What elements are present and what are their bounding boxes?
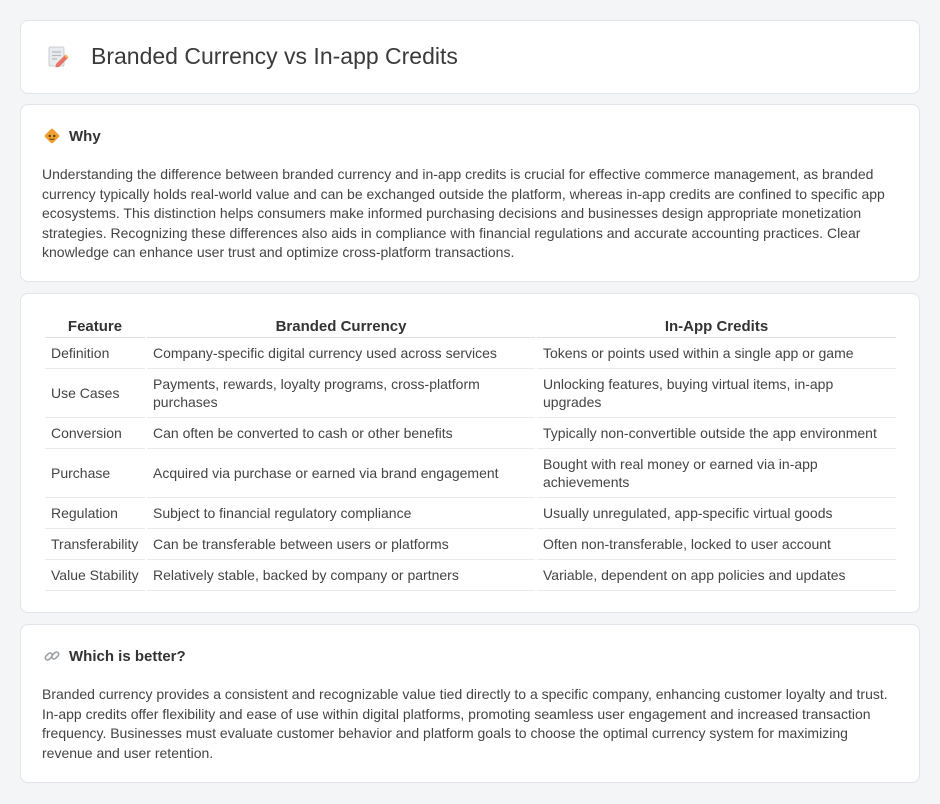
- better-heading: Which is better?: [69, 647, 186, 665]
- which-is-better-card: [20, 624, 920, 783]
- feature-cell: Regulation: [45, 498, 145, 529]
- comparison-table-card: [20, 293, 920, 613]
- branded-currency-cell: Relatively stable, backed by company or partners: [147, 560, 535, 591]
- in-app-credits-cell: Often non-transferable, locked to user account: [537, 529, 896, 560]
- why-card: [20, 104, 920, 282]
- in-app-credits-cell: Variable, dependent on app policies and updates: [537, 560, 896, 591]
- link-icon: [43, 647, 61, 665]
- table-row: [45, 338, 896, 369]
- table-row: [45, 369, 896, 418]
- better-heading-row: [43, 647, 186, 665]
- why-heading-row: [43, 127, 101, 145]
- title-card: [20, 20, 920, 94]
- why-paragraph: Understanding the difference between branded currency and in-app credits is crucial for effective commerce management, as branded currency typically holds real-world value and can be exchanged outside the platform, whereas in-app credits are confined to specific app ecosystems. This distinction helps consumers make informed purchasing decisions and businesses design appropriate monetization strategies. Recognizing these differences also aids in compliance with financial regulations and accurate accounting practices. Clear knowledge can enhance user trust and optimize cross-platform transactions.: [42, 166, 885, 261]
- in-app-credits-cell: Usually unregulated, app-specific virtual goods: [537, 498, 896, 529]
- feature-cell: Definition: [45, 338, 145, 369]
- in-app-credits-cell: Bought with real money or earned via in-app achievements: [537, 449, 896, 498]
- branded-currency-cell: Can often be converted to cash or other benefits: [147, 418, 535, 449]
- title-row: [45, 43, 458, 70]
- table-row: [45, 449, 896, 498]
- column-header-branded-currency: Branded Currency: [147, 316, 535, 338]
- table-row: [45, 560, 896, 591]
- better-paragraph: Branded currency provides a consistent and recognizable value tied directly to a specific company, enhancing customer loyalty and trust. In-app credits offer flexibility and ease of use within digital platforms, promoting seamless user engagement and increased transaction frequency. Businesses must evaluate customer behavior and platform goals to choose the optimal currency system for maximizing revenue and user retention.: [42, 686, 888, 761]
- feature-cell: Value Stability: [45, 560, 145, 591]
- in-app-credits-cell: Typically non-convertible outside the app environment: [537, 418, 896, 449]
- feature-cell: Transferability: [45, 529, 145, 560]
- why-heading: Why: [69, 127, 101, 145]
- document-edit-icon: [45, 44, 71, 70]
- in-app-credits-cell: Tokens or points used within a single app or game: [537, 338, 896, 369]
- feature-cell: Conversion: [45, 418, 145, 449]
- feature-cell: Purchase: [45, 449, 145, 498]
- branded-currency-cell: Company-specific digital currency used across services: [147, 338, 535, 369]
- branded-currency-cell: Payments, rewards, loyalty programs, cross-platform purchases: [147, 369, 535, 418]
- branded-currency-cell: Subject to financial regulatory compliance: [147, 498, 535, 529]
- column-header-in-app-credits: In-App Credits: [537, 316, 896, 338]
- branded-currency-cell: Can be transferable between users or platforms: [147, 529, 535, 560]
- table-header-row: [45, 316, 896, 338]
- comparison-table: [43, 316, 898, 591]
- feature-cell: Use Cases: [45, 369, 145, 418]
- in-app-credits-cell: Unlocking features, buying virtual items, in-app upgrades: [537, 369, 896, 418]
- branded-currency-cell: Acquired via purchase or earned via brand engagement: [147, 449, 535, 498]
- column-header-feature: Feature: [45, 316, 145, 338]
- table-row: [45, 418, 896, 449]
- diamond-warning-icon: [43, 127, 61, 145]
- table-row: [45, 529, 896, 560]
- table-row: [45, 498, 896, 529]
- page-title: Branded Currency vs In-app Credits: [91, 43, 458, 69]
